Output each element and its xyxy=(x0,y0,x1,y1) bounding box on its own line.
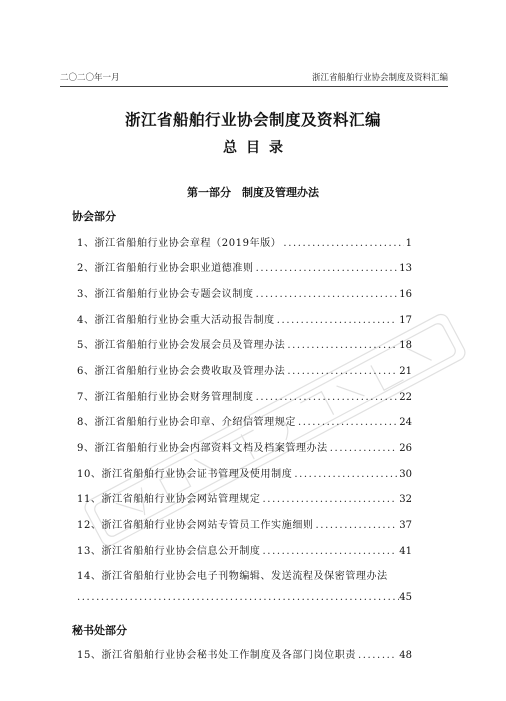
toc-entry-multiline[interactable] xyxy=(77,567,412,581)
leader-dots xyxy=(277,315,398,326)
toc-entry-page: 18 xyxy=(399,340,412,351)
toc-entry-title: 14、浙江省船舶行业协会电子刊物编辑、发送流程及保密管理办法 xyxy=(77,571,388,582)
toc-entry-page: 24 xyxy=(399,417,412,428)
toc-heading: 总目录 xyxy=(223,140,292,156)
toc-entry-title: 11、浙江省船舶行业协会网站管理规定 xyxy=(77,494,261,505)
toc-entry-title: 1、浙江省船舶行业协会章程（2019年版） xyxy=(77,238,282,249)
toc-entry[interactable] xyxy=(77,234,412,248)
toc-entry-title: 5、浙江省船舶行业协会发展会员及管理办法 xyxy=(77,340,286,351)
leader-dots xyxy=(294,469,397,480)
toc-entry[interactable] xyxy=(77,490,412,504)
toc-entry[interactable] xyxy=(77,413,412,427)
leader-dots xyxy=(316,520,398,531)
toc-entry-page: 32 xyxy=(399,494,412,505)
toc-entry[interactable] xyxy=(77,542,412,556)
toc-entry-page: 13 xyxy=(399,263,412,274)
toc-entry-title: 9、浙江省船舶行业协会内部资料文档及档案管理办法 xyxy=(77,443,328,454)
leader-dots xyxy=(330,443,398,454)
leader-dots xyxy=(358,650,397,661)
header-divider xyxy=(60,86,448,87)
toc-entry[interactable] xyxy=(77,311,412,325)
toc-entry[interactable] xyxy=(77,439,412,453)
toc-entry-title: 3、浙江省船舶行业协会专题会议制度 xyxy=(77,289,254,300)
toc-entry-title: 4、浙江省船舶行业协会重大活动报告制度 xyxy=(77,315,275,326)
toc-entry-page: 45 xyxy=(399,592,412,603)
toc-entry-page: 22 xyxy=(399,392,412,403)
leader-dots xyxy=(263,546,398,557)
group-heading-secretariat: 秘书处部分 xyxy=(72,624,127,637)
leader-dots xyxy=(256,392,398,403)
toc-entry-title: 6、浙江省船舶行业协会会费收取及管理办法 xyxy=(77,366,286,377)
toc-entry[interactable] xyxy=(77,285,412,299)
toc-entry-page: 41 xyxy=(399,546,412,557)
toc-entry[interactable] xyxy=(77,646,412,660)
leader-dots xyxy=(287,340,397,351)
toc-entry-page: 37 xyxy=(399,520,412,531)
leader-dots xyxy=(287,366,397,377)
toc-entry-page: 17 xyxy=(399,315,412,326)
toc-entry[interactable] xyxy=(77,388,412,402)
toc-entry-title: 2、浙江省船舶行业协会职业道德准则 xyxy=(77,263,254,274)
toc-entry-page: 26 xyxy=(399,443,412,454)
toc-entry-title: 10、浙江省船舶行业协会证书管理及使用制度 xyxy=(77,469,293,480)
toc-entry[interactable] xyxy=(77,336,412,350)
toc-entry-title: 13、浙江省船舶行业协会信息公开制度 xyxy=(77,546,261,557)
part-heading: 第一部分 制度及管理办法 xyxy=(187,186,319,199)
toc-entry-title: 7、浙江省船舶行业协会财务管理制度 xyxy=(77,392,254,403)
toc-entry-title: 8、浙江省船舶行业协会印章、介绍信管理规定 xyxy=(77,417,296,428)
toc-entry[interactable] xyxy=(77,362,412,376)
toc-entry[interactable] xyxy=(77,516,412,530)
leader-dots xyxy=(298,417,397,428)
toc-entry-page: 30 xyxy=(399,469,412,480)
toc-entry[interactable] xyxy=(77,465,412,479)
page-header xyxy=(60,71,448,85)
toc-entry-title: 12、浙江省船舶行业协会网站专管员工作实施细则 xyxy=(77,520,314,531)
leader-dots xyxy=(283,238,403,249)
leader-dots xyxy=(263,494,398,505)
toc-entry-title: 15、浙江省船舶行业协会秘书处工作制度及各部门岗位职责 xyxy=(77,650,356,661)
toc-entry-page: 16 xyxy=(399,289,412,300)
leader-dots xyxy=(256,263,398,274)
toc-entry-page: 21 xyxy=(399,366,412,377)
header-date: 二〇二〇年一月 xyxy=(60,73,120,83)
toc-entry[interactable] xyxy=(77,259,412,273)
toc-entry-continuation[interactable] xyxy=(77,592,412,606)
toc-entry-page: 1 xyxy=(405,238,412,249)
document-title: 浙江省船舶行业协会制度及资料汇编 xyxy=(124,111,381,129)
group-heading-association: 协会部分 xyxy=(72,210,116,223)
leader-dots xyxy=(256,289,398,300)
header-doc-title: 浙江省船舶行业协会制度及资料汇编 xyxy=(311,73,448,83)
toc-entry-page: 48 xyxy=(399,650,412,661)
leader-dots xyxy=(77,592,399,603)
